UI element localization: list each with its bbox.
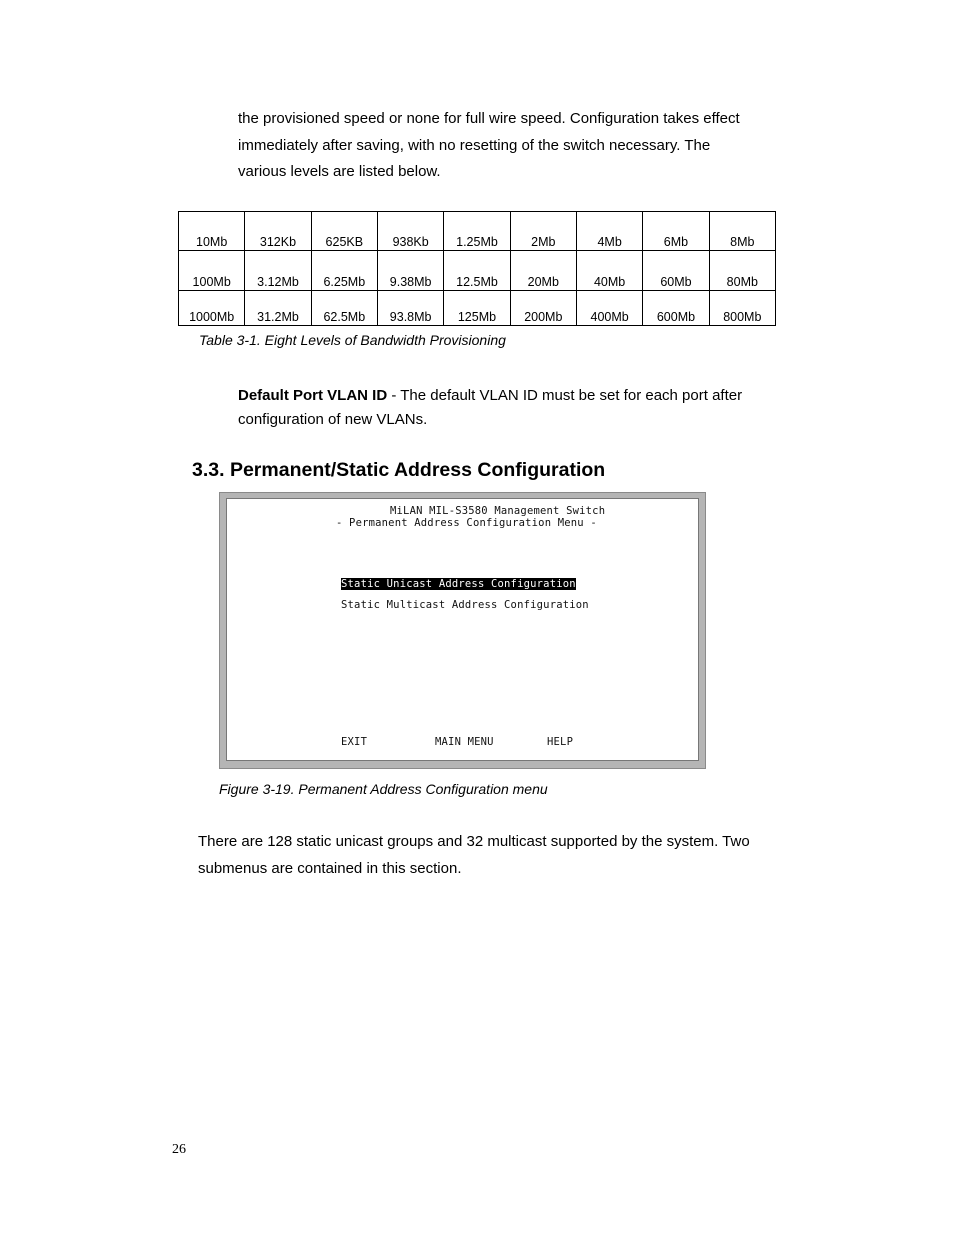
vlan-paragraph xyxy=(238,384,798,432)
terminal-screenshot xyxy=(219,492,706,769)
table-caption: Table 3-1. Eight Levels of Bandwidth Provisioning xyxy=(199,332,506,348)
table-cell: 200Mb xyxy=(510,291,576,326)
table-cell: 625KB xyxy=(311,212,377,251)
intro-line: various levels are listed below. xyxy=(238,163,441,180)
table-cell: 6Mb xyxy=(643,212,709,251)
table-cell: 312Kb xyxy=(245,212,311,251)
figure-caption: Figure 3-19. Permanent Address Configuration menu xyxy=(219,781,548,797)
table-cell: 62.5Mb xyxy=(311,291,377,326)
vlan-text: - The default VLAN ID must be set for each port after xyxy=(387,387,743,404)
table-cell: 800Mb xyxy=(709,291,775,326)
menu-item-static-multicast[interactable]: Static Multicast Address Configuration xyxy=(341,599,589,611)
screen-title: MiLAN MIL-S3580 Management Switch xyxy=(390,505,606,517)
table-cell: 1.25Mb xyxy=(444,212,510,251)
screen-subtitle: - Permanent Address Configuration Menu - xyxy=(336,517,597,529)
table-cell: 12.5Mb xyxy=(444,251,510,291)
help-option[interactable]: HELP xyxy=(547,736,574,748)
table-cell: 6.25Mb xyxy=(311,251,377,291)
table-cell: 400Mb xyxy=(576,291,642,326)
table-cell: 4Mb xyxy=(576,212,642,251)
page-number: 26 xyxy=(172,1142,186,1157)
vlan-term: Default Port VLAN ID xyxy=(238,387,388,404)
table-cell: 3.12Mb xyxy=(245,251,311,291)
exit-option[interactable]: EXIT xyxy=(341,736,368,748)
closing-line: submenus are contained in this section. xyxy=(198,860,462,877)
table-cell: 2Mb xyxy=(510,212,576,251)
vlan-text-line2: configuration of new VLANs. xyxy=(238,411,428,428)
closing-paragraph xyxy=(198,828,798,882)
table-row xyxy=(179,212,776,251)
intro-paragraph xyxy=(238,106,798,186)
table-cell: 31.2Mb xyxy=(245,291,311,326)
table-cell: 600Mb xyxy=(643,291,709,326)
closing-line: There are 128 static unicast groups and 32 multicast supported by the system. Two xyxy=(198,833,750,850)
table-cell: 80Mb xyxy=(709,251,775,291)
terminal-screen xyxy=(226,498,699,761)
section-heading: 3.3. Permanent/Static Address Configuration xyxy=(192,459,606,481)
table-cell: 8Mb xyxy=(709,212,775,251)
menu-item-static-unicast[interactable]: Static Unicast Address Configuration xyxy=(341,578,576,590)
table-cell: 938Kb xyxy=(377,212,443,251)
intro-line: the provisioned speed or none for full wire speed. Configuration takes effect xyxy=(238,110,740,127)
main-menu-option[interactable]: MAIN MENU xyxy=(435,736,494,748)
table-cell: 40Mb xyxy=(576,251,642,291)
table-cell: 60Mb xyxy=(643,251,709,291)
table-cell: 10Mb xyxy=(179,212,245,251)
table-cell: 20Mb xyxy=(510,251,576,291)
table-cell: 1000Mb xyxy=(179,291,245,326)
table-cell: 93.8Mb xyxy=(377,291,443,326)
table-row xyxy=(179,251,776,291)
table-cell: 9.38Mb xyxy=(377,251,443,291)
table-cell: 125Mb xyxy=(444,291,510,326)
table-row xyxy=(179,291,776,326)
intro-line: immediately after saving, with no resetting of the switch necessary. The xyxy=(238,136,711,154)
table-cell: 100Mb xyxy=(179,251,245,291)
bandwidth-table xyxy=(178,211,776,326)
